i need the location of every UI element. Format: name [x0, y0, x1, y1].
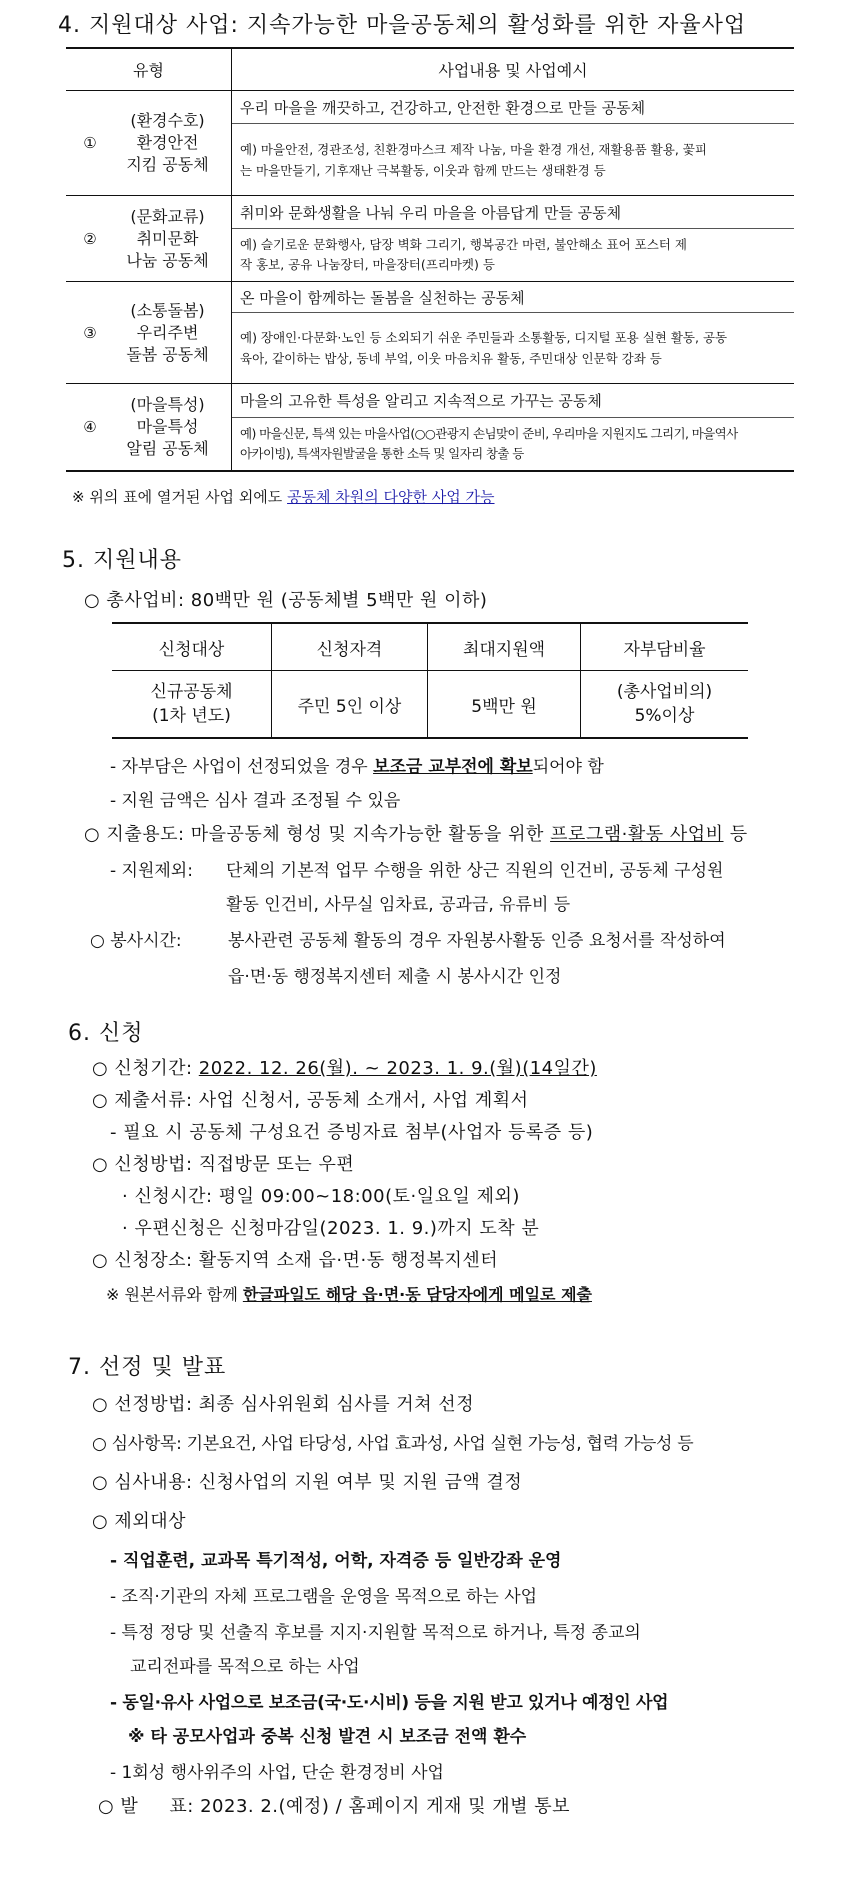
table-cell: 5백만 원 — [471, 696, 537, 717]
row-number: ③ — [83, 323, 97, 342]
row-type: (마을특성) 마을특성 알림 공동체 — [126, 395, 209, 458]
excluded-item: - 직업훈련, 교과목 특기적성, 어학, 자격증 등 일반강좌 운영 — [110, 1551, 562, 1571]
emphasis: 한글파일도 해당 읍·면·동 담당자에게 메일로 제출 — [242, 1285, 592, 1304]
table-header: 신청대상 — [158, 639, 225, 660]
apply-place: ○ 신청장소: 활동지역 소재 읍·면·동 행정복지센터 — [92, 1250, 499, 1271]
usage-item — [84, 820, 748, 846]
excluded-item: - 동일·유사 사업으로 보조금(국·도·시비) 등을 지원 받고 있거나 예정인 사업 — [110, 1693, 669, 1713]
row-number: ④ — [83, 418, 97, 436]
excluded-item-cont: 교리전파를 목적으로 하는 사업 — [130, 1657, 360, 1677]
amount-note: - 지원 금액은 심사 결과 조정될 수 있음 — [110, 791, 401, 811]
row-type: (문화교류) 취미문화 나눔 공동체 — [126, 206, 209, 270]
row-example: 예) 슬기로운 문화행사, 담장 벽화 그리기, 행복공간 마련, 불안해소 표어 포스터 제 작 홍보, 공유 나눔장터, 마을장터(프리마켓) 등 — [240, 237, 687, 272]
row-number: ① — [83, 134, 97, 152]
section4-title: 4. 지원대상 사업: 지속가능한 마을공동체의 활성화를 위한 자율사업 — [58, 13, 747, 38]
text: 등 — [723, 824, 748, 845]
label: ○ 신청기간: — [92, 1058, 199, 1079]
select-content: ○ 심사내용: 신청사업의 지원 여부 및 지원 금액 결정 — [92, 1472, 523, 1493]
volunteer-line1: 봉사관련 공동체 활동의 경우 자원봉사활동 인증 요청서를 작성하여 — [228, 931, 726, 951]
apply-note — [106, 1282, 592, 1305]
exclude-line2: 활동 인건비, 사무실 임차료, 공과금, 유류비 등 — [226, 895, 571, 915]
row-number: ② — [83, 229, 97, 248]
row-example: 예) 장애인·다문화·노인 등 소외되기 쉬운 주민들과 소통활동, 디지털 포용 실현 활동, 공동 육아, 같이하는 밥상, 동네 부엌, 이웃 마음치유 활동, 주민대상 인문학 강좌 등 — [240, 330, 728, 366]
text: ※ 원본서류와 함께 — [106, 1285, 243, 1304]
table-header: 자부담비율 — [623, 639, 706, 660]
apply-method: ○ 신청방법: 직접방문 또는 우편 — [92, 1154, 355, 1175]
text: ○ 지출용도: 마을공동체 형성 및 지속가능한 활동을 위한 — [84, 824, 551, 845]
volunteer-label: ○ 봉사시간: — [90, 931, 182, 951]
text: - 자부담은 사업이 선정되었을 경우 — [110, 757, 374, 777]
row-type: (소통돌봄) 우리주변 돌봄 공동체 — [126, 300, 209, 364]
emphasis: 보조금 교부전에 확보 — [373, 757, 533, 777]
row-title: 온 마을이 함께하는 돌봄을 실천하는 공동체 — [240, 288, 525, 307]
row-title: 마을의 고유한 특성을 알리고 지속적으로 가꾸는 공동체 — [240, 392, 602, 410]
apply-period — [92, 1054, 597, 1080]
apply-method-sub1: · 신청시간: 평일 09:00~18:00(토·일요일 제외) — [122, 1186, 520, 1207]
period-value: 2022. 12. 26(월). ~ 2023. 1. 9.(월)(14일간) — [198, 1058, 597, 1079]
total-budget: ○ 총사업비: 80백만 원 (공동체별 5백만 원 이하) — [84, 590, 488, 611]
row-title: 우리 마을을 깨끗하고, 건강하고, 안전한 환경으로 만들 공동체 — [240, 98, 646, 117]
apply-docs: ○ 제출서류: 사업 신청서, 공동체 소개서, 사업 계획서 — [92, 1090, 529, 1111]
row-type: (환경수호) 환경안전 지킴 공동체 — [126, 111, 209, 174]
note-text: ※ 위의 표에 열거된 사업 외에도 — [72, 488, 288, 506]
table-cell: 신규공동체 (1차 년도) — [150, 682, 233, 726]
table-header-content: 사업내용 및 사업예시 — [438, 61, 588, 80]
table-header: 최대지원액 — [462, 639, 546, 660]
table-cell: 주민 5인 이상 — [297, 696, 402, 717]
row-title: 취미와 문화생활을 나눠 우리 마을을 아름답게 만들 공동체 — [240, 203, 622, 222]
row-example: 예) 마을신문, 특색 있는 마을사업(○○관광지 손님맞이 준비, 우리마을 지원지도 그리기, 마을역사 아카이빙), 특색자원발굴을 통한 소득 및 일자리 창출 등 — [240, 426, 738, 461]
announcement: ○ 발 표: 2023. 2.(예정) / 홈페이지 게재 및 개별 통보 — [98, 1796, 571, 1817]
row-example: 예) 마을안전, 경관조성, 친환경마스크 제작 나눔, 마을 환경 개선, 재활용품 활용, 꽃피 는 마을만들기, 기후재난 극복활동, 이웃과 함께 만드는 생태환경 등 — [240, 141, 707, 178]
apply-method-sub2: · 우편신청은 신청마감일(2023. 1. 9.)까지 도착 분 — [122, 1218, 540, 1239]
section7-title: 7. 선정 및 발표 — [68, 1355, 227, 1380]
select-criteria: ○ 심사항목: 기본요건, 사업 타당성, 사업 효과성, 사업 실현 가능성, 협력 가능성 등 — [92, 1434, 694, 1454]
excluded-note: ※ 타 공모사업과 중복 신청 발견 시 보조금 전액 환수 — [128, 1727, 527, 1747]
select-method: ○ 선정방법: 최종 심사위원회 심사를 거쳐 선정 — [92, 1394, 475, 1415]
table-header: 신청자격 — [316, 639, 383, 660]
excluded-item: - 특정 정당 및 선출직 후보를 지지·지원할 목적으로 하거나, 특정 종교의 — [110, 1623, 641, 1643]
section4-note — [72, 486, 495, 507]
emphasis: 프로그램·활동 사업비 — [550, 824, 724, 845]
text: 되어야 함 — [532, 757, 604, 777]
table-cell: (총사업비의) 5%이상 — [616, 682, 713, 726]
exclude-line1: 단체의 기본적 업무 수행을 위한 상근 직원의 인건비, 공동체 구성원 — [226, 861, 724, 881]
excluded-item: - 조직·기관의 자체 프로그램을 운영을 목적으로 하는 사업 — [110, 1587, 538, 1607]
section5-title: 5. 지원내용 — [62, 548, 182, 573]
volunteer-line2: 읍·면·동 행정복지센터 제출 시 봉사시간 인정 — [228, 967, 562, 987]
section6-title: 6. 신청 — [68, 1021, 144, 1046]
self-pay-note — [110, 752, 604, 777]
apply-docs-sub: - 필요 시 공동체 구성요건 증빙자료 첨부(사업자 등록증 등) — [110, 1122, 594, 1143]
excluded-heading: ○ 제외대상 — [92, 1511, 186, 1532]
excluded-item: - 1회성 행사위주의 사업, 단순 환경정비 사업 — [110, 1763, 444, 1783]
note-link[interactable]: 공동체 차원의 다양한 사업 가능 — [287, 488, 495, 506]
table-header-type: 유형 — [133, 61, 164, 80]
exclude-label: - 지원제외: — [110, 861, 193, 881]
